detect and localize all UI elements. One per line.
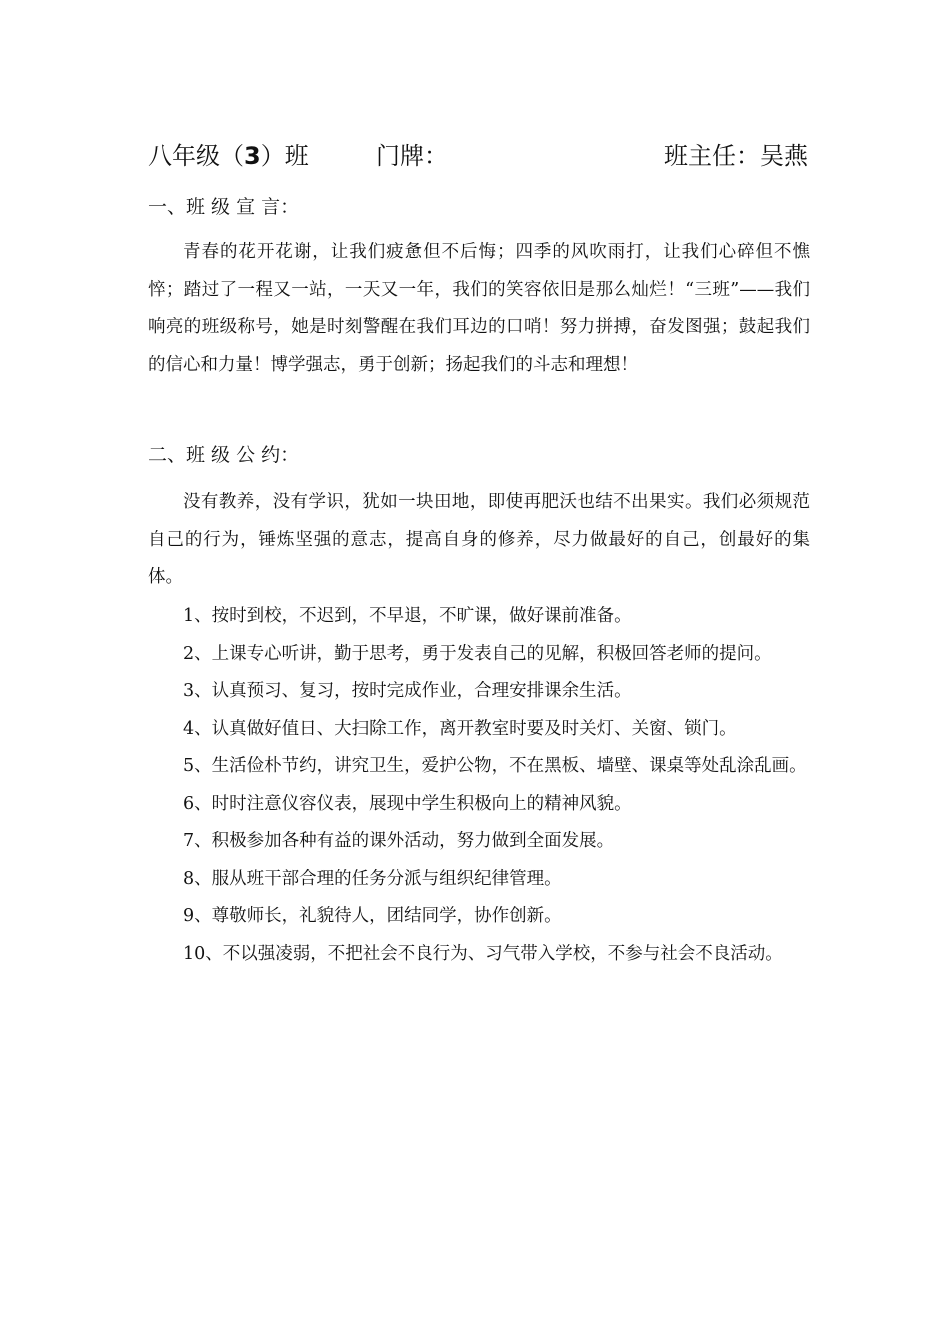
section-title-declaration: 一、班 级 宣 言：: [148, 196, 300, 218]
head-teacher: 班主任：吴燕: [664, 142, 808, 170]
convention-rule: 8、服从班干部合理的任务分派与组织纪律管理。: [183, 868, 562, 889]
convention-rule: 5、生活俭朴节约，讲究卫生，爱护公物，不在黑板、墙壁、课桌等处乱涂乱画。: [183, 756, 807, 776]
convention-rule: 2、上课专心听讲，勤于思考，勇于发表自己的见解，积极回答老师的提问。: [183, 643, 772, 664]
document-header: [148, 136, 808, 176]
class-name: [148, 136, 309, 176]
convention-rule: 7、积极参加各种有益的课外活动，努力做到全面发展。: [183, 831, 615, 851]
convention-rule: 3、认真预习、复习，按时完成作业，合理安排课余生活。: [183, 681, 632, 701]
class-number: 3: [244, 142, 261, 170]
class-name-suffix: ）班: [260, 142, 309, 170]
convention-rule: 6、时时注意仪容仪表，展现中学生积极向上的精神风貌。: [183, 793, 632, 814]
declaration-paragraph: 青春的花开花谢，让我们疲惫但不后悔；四季的风吹雨打，让我们心碎但不憔悴；踏过了一程又一站，一天又一年，我们的笑容依旧是那么灿烂！“三班”——我们响亮的班级称号，她是时刻警醒在我们耳边的口哨！努力拼搏，奋发图强；鼓起我们的信心和力量！博学强志，勇于创新；扬起我们的斗志和理想！: [148, 242, 810, 375]
convention-intro-paragraph: 没有教养，没有学识，犹如一块田地，即使再肥沃也结不出果实。我们必须规范自己的行为，锤炼坚强的意志，提高自身的修养，尽力做最好的自己，创最好的集体。: [148, 492, 810, 587]
section-title-convention: 二、班 级 公 约：: [148, 444, 300, 466]
convention-rule: 1、按时到校，不迟到，不早退，不旷课，做好课前准备。: [183, 606, 632, 626]
convention-rule-list: [148, 598, 810, 973]
class-name-prefix: 八年级（: [148, 142, 244, 170]
convention-rule: 4、认真做好值日、大扫除工作，离开教室时要及时关灯、关窗、锁门。: [183, 718, 737, 739]
convention-rule: 9、尊敬师长，礼貌待人，团结同学，协作创新。: [183, 906, 562, 926]
convention-rule: 10、不以强凌弱，不把社会不良行为、习气带入学校，不参与社会不良活动。: [183, 943, 783, 964]
door-plate-label: 门牌：: [376, 142, 448, 170]
